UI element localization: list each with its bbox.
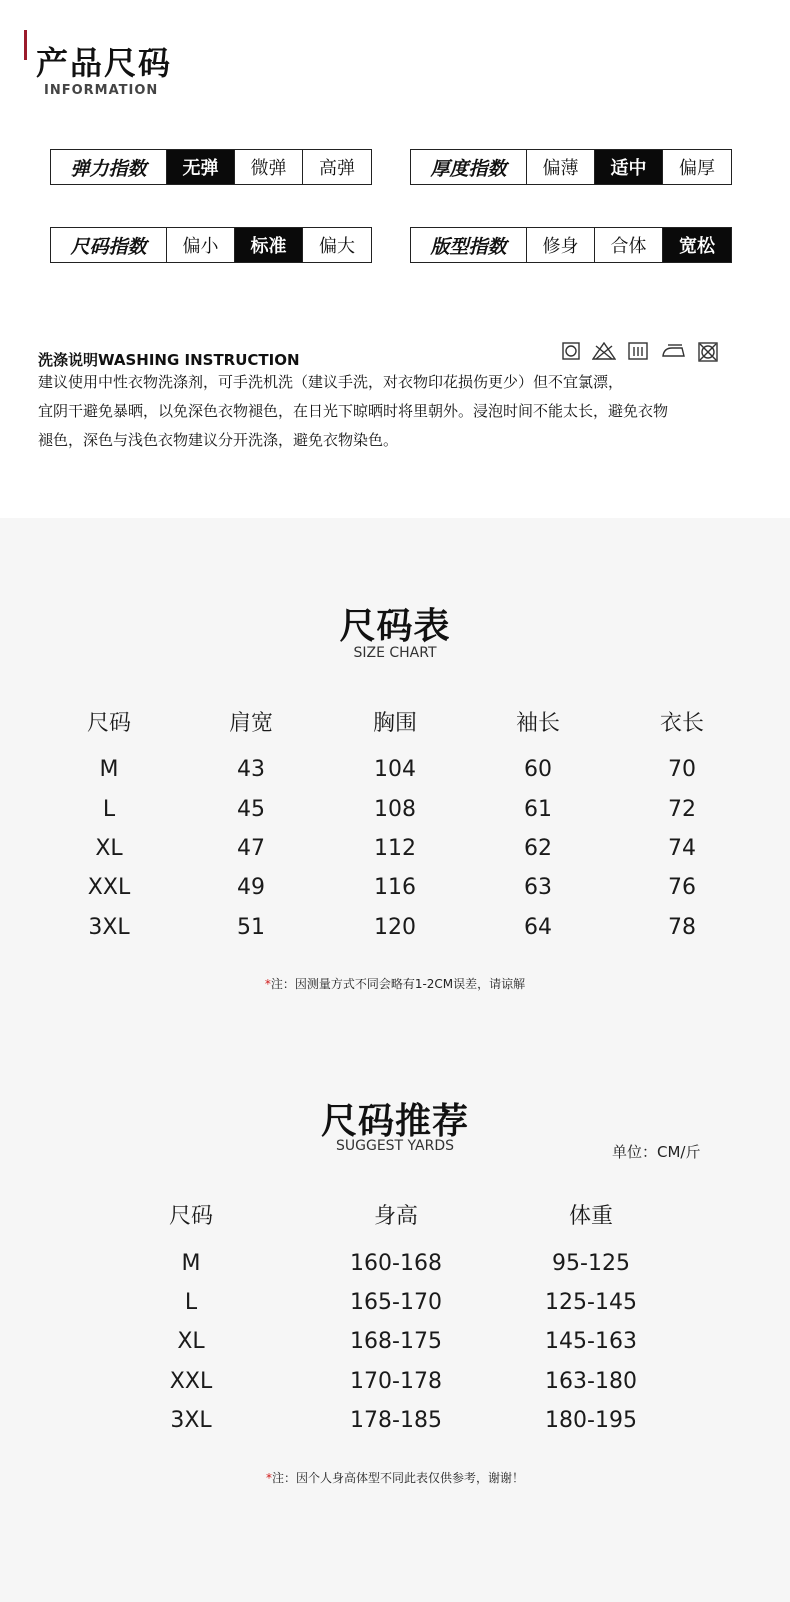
index-label: 弹力指数 <box>51 150 167 184</box>
table-cell: 43 <box>237 757 265 782</box>
note-text: 注：因个人身高体型不同此表仅供参考，谢谢！ <box>271 1471 524 1485</box>
table-cell: 160-168 <box>350 1251 442 1276</box>
table-cell: 78 <box>668 915 696 940</box>
table-cell: 74 <box>668 836 696 861</box>
washing-text: 建议使用中性衣物洗涤剂，可手洗机洗（建议手洗，对衣物印花损伤更少）但不宜氯漂， <box>38 373 624 391</box>
table-cell: 125-145 <box>545 1290 637 1315</box>
table-cell: 3XL <box>88 915 130 940</box>
index-option: 微弹 <box>235 150 303 184</box>
table-header: 袖长 <box>515 711 560 736</box>
index-option: 偏大 <box>319 236 355 257</box>
table-cell: 62 <box>524 836 552 861</box>
washing-title: 洗涤说明WASHING INSTRUCTION <box>38 351 300 369</box>
info-section <box>0 0 790 518</box>
table-cell: 104 <box>374 757 416 782</box>
size-chart-title: 尺码表 <box>339 606 451 647</box>
table-cell: M <box>99 757 119 782</box>
table-cell: 120 <box>374 915 416 940</box>
table-cell: 170-178 <box>350 1369 442 1394</box>
index-option: 宽松 <box>663 228 731 262</box>
table-cell: XXL <box>87 875 131 900</box>
size-index <box>50 227 372 263</box>
table-cell: 60 <box>524 757 552 782</box>
table-header: 尺码 <box>86 711 131 736</box>
index-option: 适中 <box>595 150 663 184</box>
washing-text: 宜阴干避免暴晒，以免深色衣物褪色，在日光下晾晒时将里朝外。浸泡时间不能太长，避免衣物 <box>38 402 669 420</box>
index-option: 偏厚 <box>679 158 715 179</box>
table-cell: 3XL <box>170 1408 212 1433</box>
index-option: 修身 <box>527 228 595 262</box>
accent-bar <box>24 30 27 60</box>
index-option: 标准 <box>235 228 303 262</box>
index-option: 高弹 <box>319 158 355 179</box>
index-label: 版型指数 <box>411 228 527 262</box>
table-cell: 47 <box>237 836 265 861</box>
unit-label: 单位：CM/斤 <box>612 1143 701 1161</box>
table-cell: 180-195 <box>545 1408 637 1433</box>
table-header: 尺码 <box>168 1204 213 1229</box>
table-cell: L <box>102 797 116 822</box>
table-cell: 49 <box>237 875 265 900</box>
table-header: 胸围 <box>372 711 417 736</box>
table-cell: 116 <box>374 875 416 900</box>
no-bleach-icon <box>592 342 616 360</box>
table-cell: 168-175 <box>350 1329 442 1354</box>
table-cell: L <box>184 1290 198 1315</box>
suggest-subtitle: SUGGEST YARDS <box>335 1138 454 1154</box>
note-text: 注：因测量方式不同会略有1-2CM误差，请谅解 <box>270 977 526 991</box>
table-cell: XXL <box>169 1369 213 1394</box>
table-cell: 95-125 <box>552 1251 630 1276</box>
table-cell: 165-170 <box>350 1290 442 1315</box>
table-cell: 76 <box>668 875 696 900</box>
table-header: 身高 <box>373 1204 418 1229</box>
index-label: 厚度指数 <box>411 150 527 184</box>
table-cell: 63 <box>524 875 552 900</box>
iron-icon <box>660 342 686 360</box>
elasticity-index <box>50 149 372 185</box>
page-subtitle: INFORMATION <box>44 83 159 98</box>
table-header: 体重 <box>568 1204 613 1229</box>
note-star: * <box>265 1471 272 1485</box>
table-cell: 108 <box>374 797 416 822</box>
charts-section <box>0 518 790 1602</box>
table-cell: M <box>181 1251 201 1276</box>
table-cell: 72 <box>668 797 696 822</box>
table-cell: 61 <box>524 797 552 822</box>
table-header: 肩宽 <box>228 711 273 736</box>
table-cell: 178-185 <box>350 1408 442 1433</box>
table-cell: 145-163 <box>545 1329 637 1354</box>
index-option: 无弹 <box>167 150 235 184</box>
fit-index <box>410 227 732 263</box>
table-cell: 112 <box>374 836 416 861</box>
size-chart-note <box>0 975 790 992</box>
index-option: 合体 <box>595 228 663 262</box>
index-option: 偏小 <box>167 228 235 262</box>
suggest-title: 尺码推荐 <box>320 1101 469 1142</box>
washing-text: 褪色，深色与浅色衣物建议分开洗涤，避免衣物染色。 <box>38 431 399 449</box>
table-cell: 70 <box>668 757 696 782</box>
index-label: 尺码指数 <box>51 228 167 262</box>
table-cell: 64 <box>524 915 552 940</box>
no-dry-clean-icon <box>698 342 718 362</box>
table-cell: XL <box>177 1329 205 1354</box>
index-option: 偏薄 <box>527 150 595 184</box>
table-cell: 45 <box>237 797 265 822</box>
washing-icons <box>562 342 718 362</box>
note-star: * <box>264 977 271 991</box>
tumble-dry-icon <box>562 342 580 360</box>
thickness-index <box>410 149 732 185</box>
table-cell: 51 <box>237 915 265 940</box>
page-title: 产品尺码 <box>36 44 173 82</box>
size-chart-subtitle: SIZE CHART <box>353 645 437 661</box>
table-cell: 163-180 <box>545 1369 637 1394</box>
table-cell: XL <box>95 836 123 861</box>
hang-dry-icon <box>628 342 648 360</box>
table-header: 衣长 <box>659 711 704 736</box>
suggest-note <box>0 1469 790 1486</box>
